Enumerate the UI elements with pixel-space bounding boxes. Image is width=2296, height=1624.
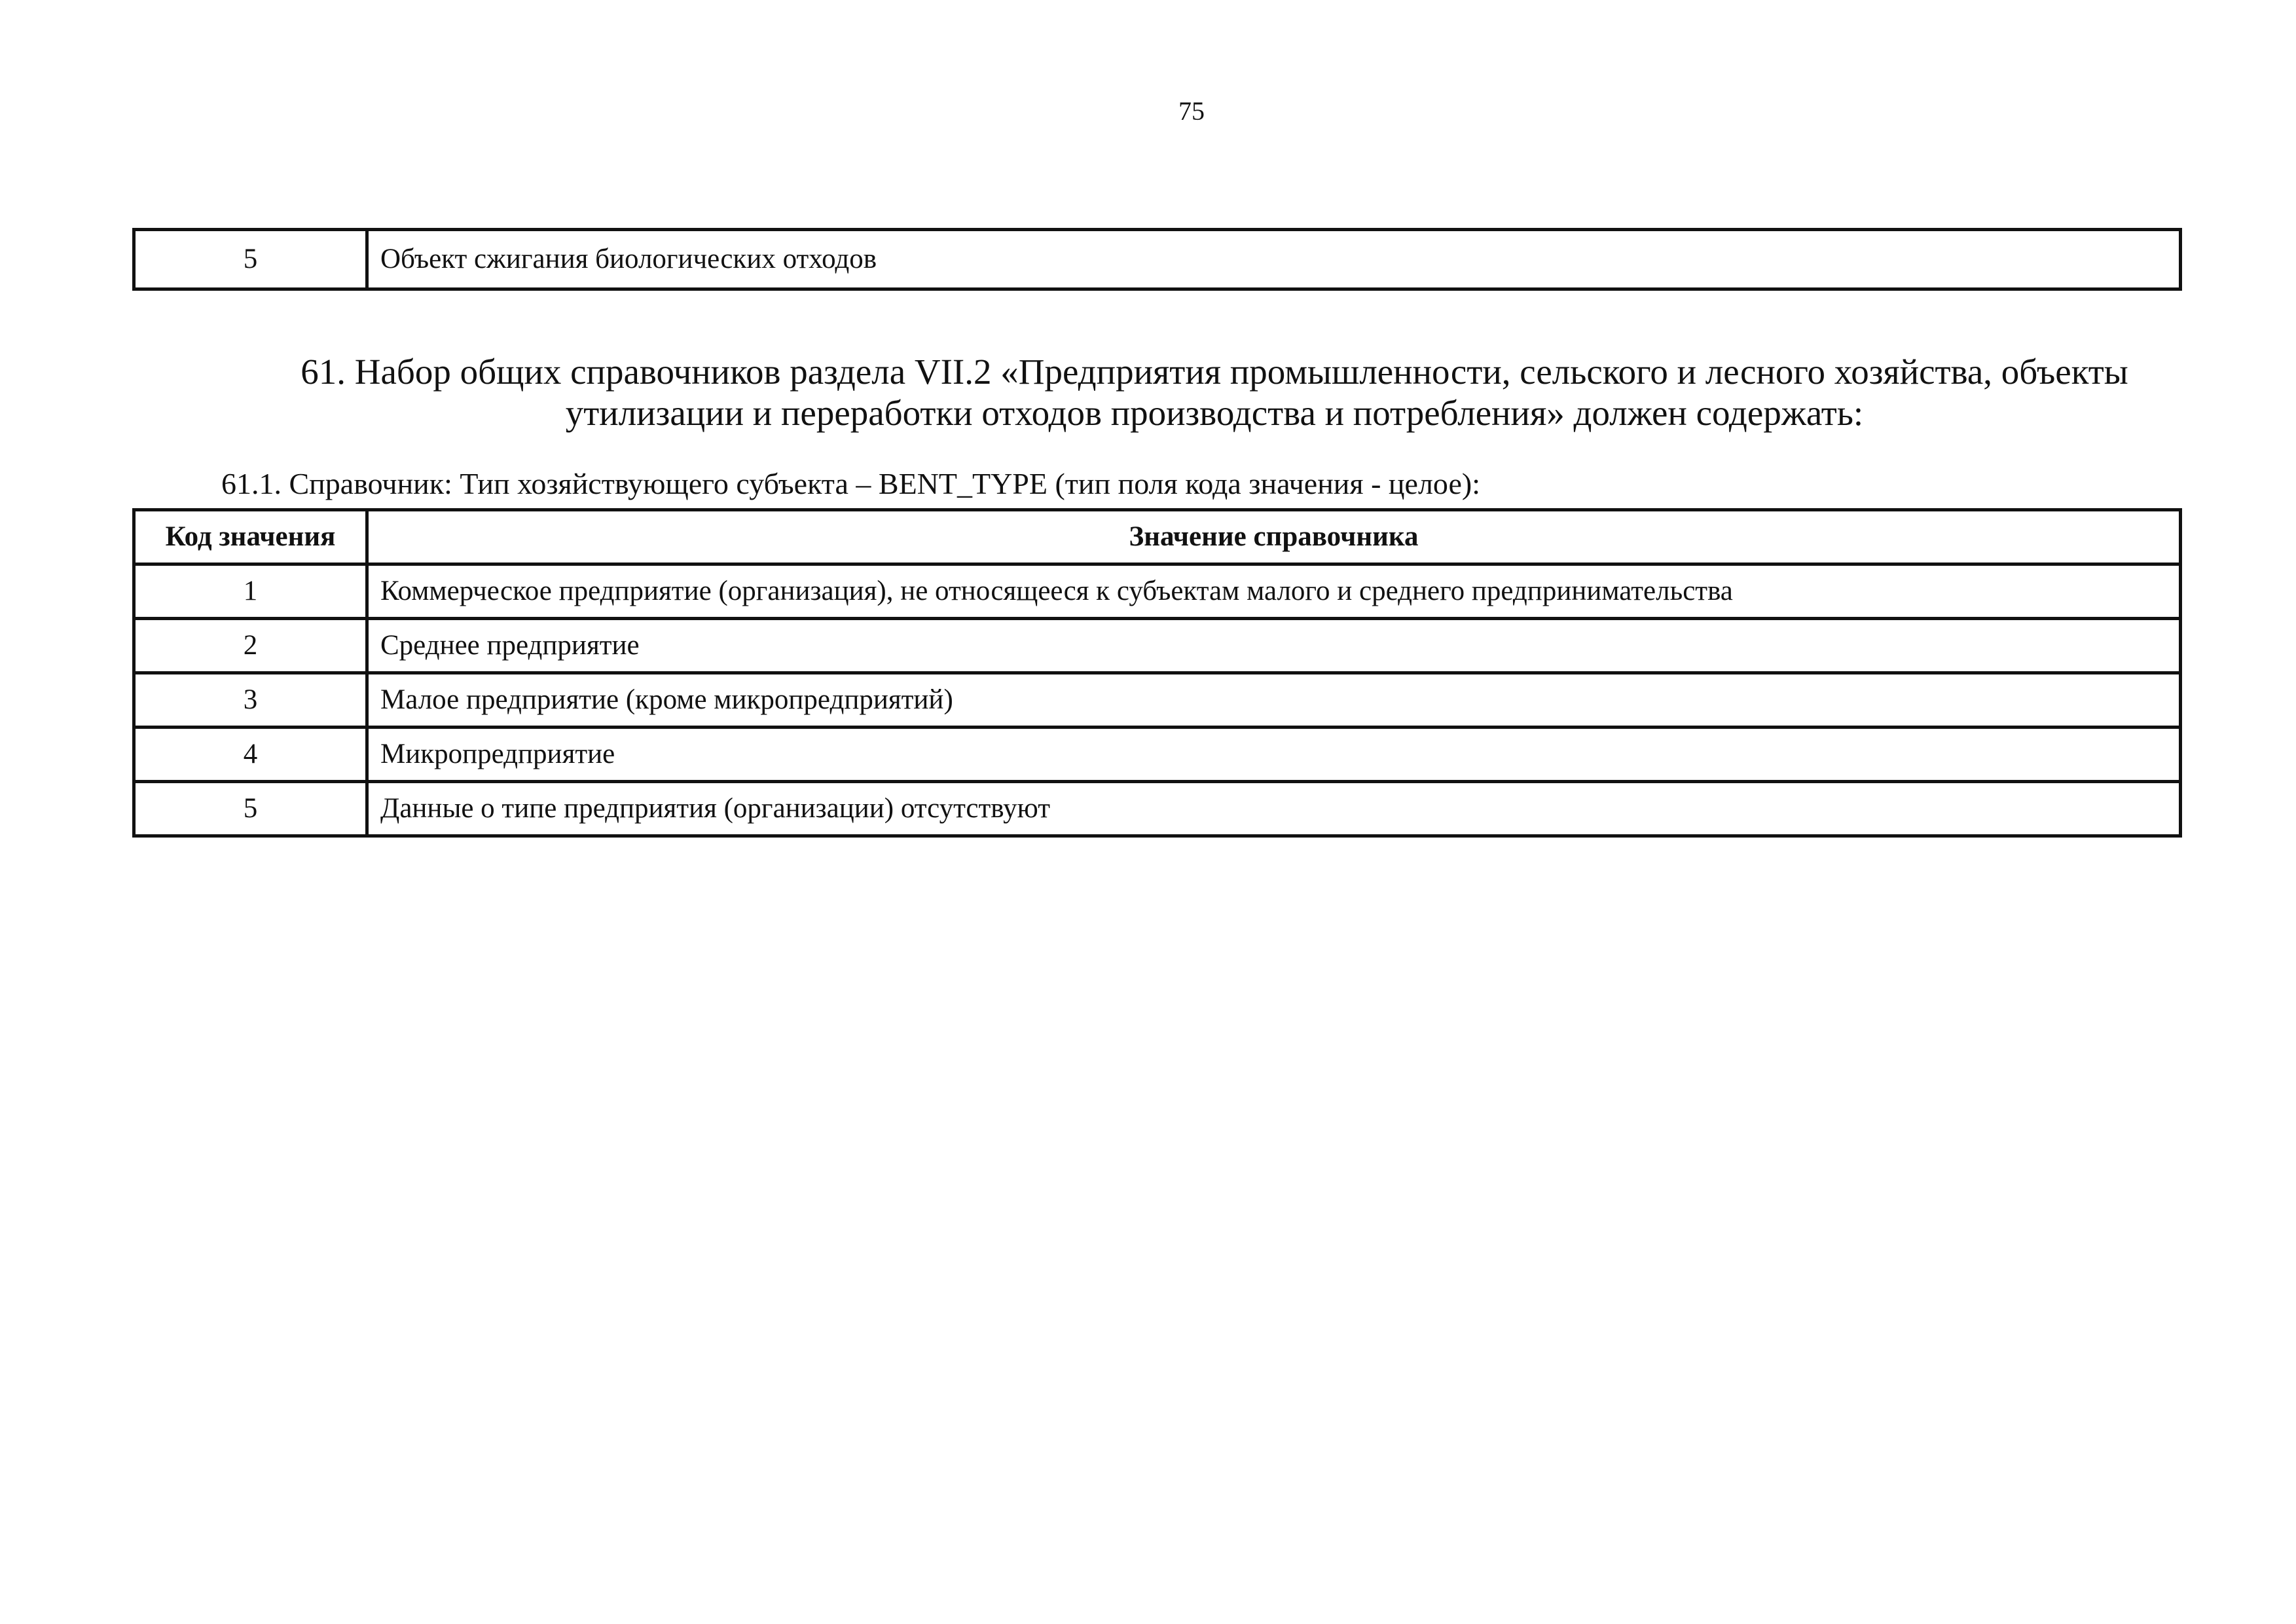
code-cell: 5 [134,782,367,836]
code-cell: 3 [134,673,367,728]
value-cell: Объект сжигания биологических отходов [367,230,2181,289]
table-header-row [134,510,2181,564]
table-row [134,782,2181,836]
table-row [134,728,2181,782]
page-number: 75 [1178,96,1205,126]
value-cell: Микропредприятие [367,728,2181,782]
value-cell: Среднее предприятие [367,619,2181,673]
reference-table [132,508,2182,838]
value-cell: Малое предприятие (кроме микропредприятий) [367,673,2181,728]
table-row [134,673,2181,728]
code-cell: 2 [134,619,367,673]
code-cell: 1 [134,564,367,619]
continued-table [132,228,2182,291]
value-cell: Данные о типе предприятия (организации) отсутствуют [367,782,2181,836]
table-row [134,230,2181,289]
section-subheading: 61.1. Справочник: Тип хозяйствующего субъекта – BENT_TYPE (тип поля кода значения - целое): [221,467,1480,500]
section-heading: 61. Набор общих справочников раздела VII.2 «Предприятия промышленности, сельского и лесного хозяйства, объекты утилизации и переработки отходов производства и потребления» должен содержать: [301,352,2128,433]
code-cell: 4 [134,728,367,782]
column-header-value: Значение справочника [367,510,2181,564]
table-row [134,619,2181,673]
value-cell: Коммерческое предприятие (организация), не относящееся к субъектам малого и среднего предпринимательства [367,564,2181,619]
table-row [134,564,2181,619]
column-header-code: Код значения [134,510,367,564]
code-cell: 5 [134,230,367,289]
